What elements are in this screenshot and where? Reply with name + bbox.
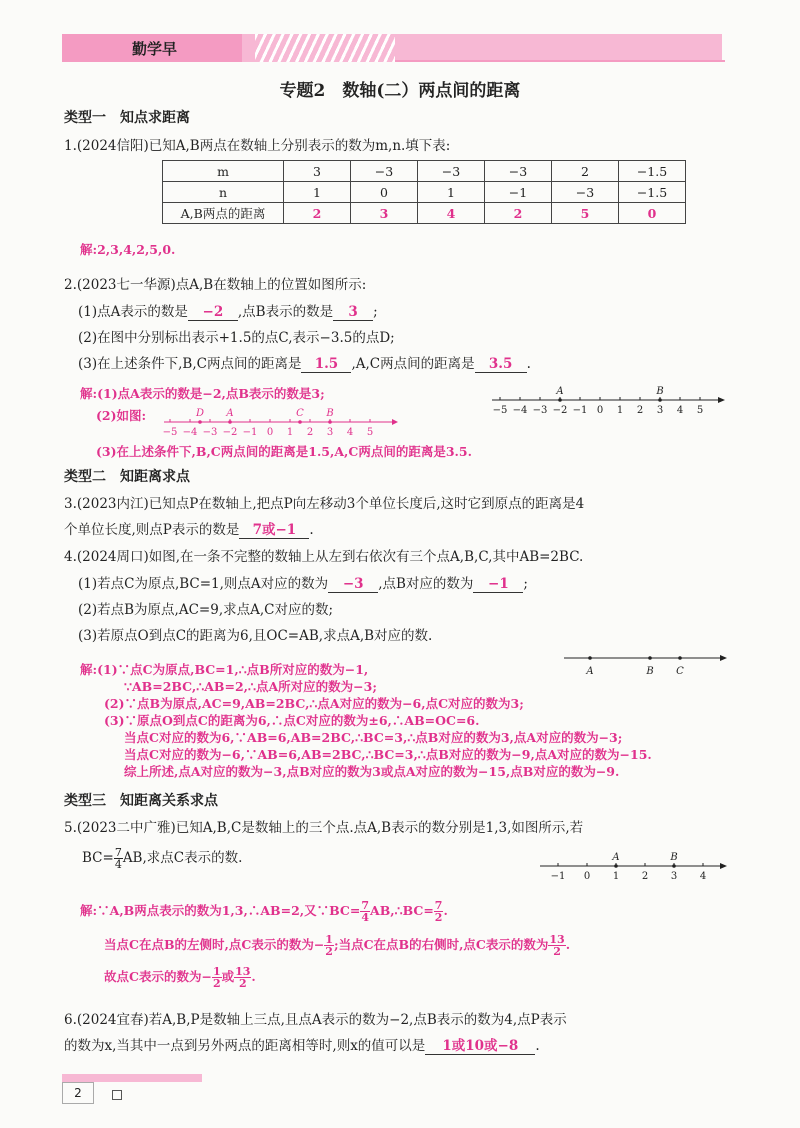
q4-part1: (1)若点C为原点,BC=1,则点A对应的数为 −3 ,点B对应的数为 −1 ; xyxy=(78,576,528,592)
table-row: m 3 −3 −3 −3 2 −1.5 xyxy=(163,161,686,182)
tick-label: 2 xyxy=(641,871,649,882)
q4-number-line xyxy=(560,646,730,680)
tick-label: 1 xyxy=(286,427,294,438)
fraction: $\frac{13}{2}$ xyxy=(235,965,251,990)
tick-label: 1 xyxy=(616,405,624,416)
table-row: A,B两点的距离 2 3 4 2 5 0 xyxy=(163,203,686,224)
q4-sol-2: (2)∵点B为原点,AC=9,AB=2BC,∴点A对应的数为−6,点C对应的数为3; xyxy=(104,696,524,711)
tick-label: 0 xyxy=(596,405,604,416)
tick-label: −4 xyxy=(512,405,528,416)
answer-blank: 1.5 xyxy=(301,356,351,373)
q2-part2: (2)在图中分别标出表示+1.5的点C,表示−3.5的点D; xyxy=(78,330,395,346)
footer-square xyxy=(112,1090,122,1100)
q1-solution: 解:2,3,4,2,5,0. xyxy=(80,242,176,257)
fraction: $\frac{7}{2}$ xyxy=(434,899,443,924)
section-type1: 类型一 知点求距离 xyxy=(64,110,190,126)
q5-sol3: 故点C表示的数为− $\frac{1}{2}$ 或 $\frac{13}{2}$ . xyxy=(104,965,256,990)
q2-text: 2.(2023七一华源)点A,B在数轴上的位置如图所示: xyxy=(64,277,367,293)
point-marker xyxy=(228,420,232,424)
q5-sol1: 解:∵A,B两点表示的数为1,3,∴AB=2,又∵BC= $\frac{7}{4}$ AB,∴BC= $\frac{7}{2}$ . xyxy=(80,899,448,924)
tick-label: 2 xyxy=(636,405,644,416)
table-row: n 1 0 1 −1 −3 −1.5 xyxy=(163,182,686,203)
tick-label: 4 xyxy=(676,405,684,416)
q4-sol-3: (3)∵原点O到点C的距离为6,∴点C对应的数为±6,∴AB=OC=6. xyxy=(104,713,480,728)
tick-label: 2 xyxy=(306,427,314,438)
footer-band xyxy=(62,1074,202,1082)
tick-label: 3 xyxy=(656,405,664,416)
point-marker xyxy=(678,656,682,660)
point-marker xyxy=(328,420,332,424)
tick-label: 1 xyxy=(612,871,620,882)
q2-number-line xyxy=(488,380,728,420)
tick-label: −3 xyxy=(532,405,548,416)
answer-blank: −1 xyxy=(473,576,523,593)
q1-text: 1.(2024信阳)已知A,B两点在数轴上分别表示的数为m,n.填下表: xyxy=(64,138,451,154)
header-label: 勤学早 xyxy=(132,40,178,58)
tick-label: −2 xyxy=(222,427,238,438)
tick-label: 3 xyxy=(326,427,334,438)
fraction: $\frac{13}{2}$ xyxy=(549,933,565,958)
answer-blank: 3.5 xyxy=(475,356,527,373)
q5-sol2: 当点C在点B的左侧时,点C表示的数为− $\frac{1}{2}$ ;当点C在点B的右侧时,点C表示的数为 $\frac{13}{2}$ . xyxy=(104,933,571,958)
header-line xyxy=(395,60,725,62)
tick-label: −1 xyxy=(242,427,258,438)
tick-label: 4 xyxy=(346,427,354,438)
point-marker xyxy=(658,398,662,402)
q2-solution-number-line xyxy=(160,400,400,442)
q3-line2: 个单位长度,则点P表示的数是 7或−1 . xyxy=(64,518,314,539)
tick-label: −1 xyxy=(572,405,588,416)
tick-label: 0 xyxy=(583,871,591,882)
tick-label: −5 xyxy=(492,405,508,416)
q2-part1: (1)点A表示的数是 −2 ,点B表示的数是 3 ; xyxy=(78,304,378,320)
tick-label: −1 xyxy=(550,871,566,882)
tick-label: 4 xyxy=(699,871,707,882)
point-marker xyxy=(198,420,202,424)
fraction: $\frac{1}{2}$ xyxy=(325,933,333,958)
point-label: B xyxy=(670,852,678,863)
q4-part2: (2)若点B为原点,AC=9,求点A,C对应的数; xyxy=(78,602,334,618)
tick-label: 5 xyxy=(366,427,374,438)
header-stripes xyxy=(255,34,395,62)
q4-part3: (3)若原点O到点C的距离为6,且OC=AB,求点A,B对应的数. xyxy=(78,628,433,644)
q2-sol2: (2)如图: xyxy=(96,408,147,423)
axis-arrow xyxy=(718,397,725,403)
tick-label: −4 xyxy=(182,427,198,438)
point-label: A xyxy=(556,386,564,397)
answer-blank: 1或10或−8 xyxy=(425,1034,535,1055)
axis-arrow xyxy=(720,863,727,869)
point-marker xyxy=(558,398,562,402)
q6-line2: 的数为x,当其中一点到另外两点的距离相等时,则x的值可以是 1或10或−8 . xyxy=(64,1034,540,1055)
point-marker xyxy=(648,656,652,660)
point-marker xyxy=(588,656,592,660)
point-label: C xyxy=(296,408,304,419)
point-label: A xyxy=(612,852,620,863)
tick-label: −2 xyxy=(552,405,568,416)
tick-label: −5 xyxy=(162,427,178,438)
tick-label: −3 xyxy=(202,427,218,438)
point-label: B xyxy=(646,666,654,677)
fraction: $\frac{1}{2}$ xyxy=(212,965,221,990)
tick-label: 5 xyxy=(696,405,704,416)
q5-number-line xyxy=(536,846,730,886)
answer-blank: −3 xyxy=(328,576,378,593)
page-title: 专题2 数轴(二）两点间的距离 xyxy=(279,81,521,101)
point-label: B xyxy=(326,408,334,419)
section-type2: 类型二 知距离求点 xyxy=(64,469,190,485)
point-label: C xyxy=(676,666,684,677)
point-label: B xyxy=(656,386,664,397)
q2-sol1: 解:(1)点A表示的数是−2,点B表示的数是3; xyxy=(80,386,325,401)
point-label: A xyxy=(586,666,594,677)
q3-line1: 3.(2023内江)已知点P在数轴上,把点P向左移动3个单位长度后,这时它到原点的距离是4 xyxy=(64,496,585,512)
q2-part3: (3)在上述条件下,B,C两点间的距离是 1.5 ,A,C两点间的距离是 3.5 . xyxy=(78,356,531,372)
answer-blank: 3 xyxy=(333,304,373,321)
q2-sol3: (3)在上述条件下,B,C两点间的距离是1.5,A,C两点间的距离是3.5. xyxy=(96,444,472,459)
axis-arrow xyxy=(720,655,727,661)
tick-label: 3 xyxy=(670,871,678,882)
q4-sol-1: ∵AB=2BC,∴AB=2,∴点A所对应的数为−3; xyxy=(124,679,377,694)
point-marker xyxy=(614,864,618,868)
q6-line1: 6.(2024宜春)若A,B,P是数轴上三点,且点A表示的数为−2,点B表示的数为4,点P表示 xyxy=(64,1012,567,1028)
answer-blank: 7或−1 xyxy=(239,518,309,539)
q4-sol-5: 当点C对应的数为−6,∵AB=6,AB=2BC,∴BC=3,∴点B对应的数为−9,点A对应的数为−15. xyxy=(124,747,652,762)
q5-line2: BC= $\frac{7}{4}$ AB,求点C表示的数. xyxy=(82,846,243,871)
q4-sol-4: 当点C对应的数为6,∵AB=6,AB=2BC,∴BC=3,∴点B对应的数为3,点A对应的数为−3; xyxy=(124,730,623,745)
page-number: 2 xyxy=(62,1082,94,1104)
q1-table xyxy=(162,160,686,224)
point-label: D xyxy=(195,408,205,419)
axis-arrow xyxy=(392,419,398,425)
fraction: $\frac{7}{4}$ xyxy=(361,899,369,924)
point-label: A xyxy=(226,408,234,419)
q4-text: 4.(2024周口)如图,在一条不完整的数轴上从左到右依次有三个点A,B,C,其中AB=2BC. xyxy=(64,549,584,565)
q4-sol-0: 解:(1)∵点C为原点,BC=1,∴点B所对应的数为−1, xyxy=(80,662,369,677)
q4-sol-6: 综上所述,点A对应的数为−3,点B对应的数为3或点A对应的数为−15,点B对应的数为−9. xyxy=(124,764,620,779)
section-type3: 类型三 知距离关系求点 xyxy=(64,793,218,809)
q5-line1: 5.(2023二中广雅)已知A,B,C是数轴上的三个点.点A,B表示的数分别是1,3,如图所示,若 xyxy=(64,820,584,836)
answer-blank: −2 xyxy=(188,304,238,321)
tick-label: 0 xyxy=(266,427,274,438)
point-marker xyxy=(298,420,302,424)
point-marker xyxy=(672,864,676,868)
fraction: $\frac{7}{4}$ xyxy=(114,846,122,871)
